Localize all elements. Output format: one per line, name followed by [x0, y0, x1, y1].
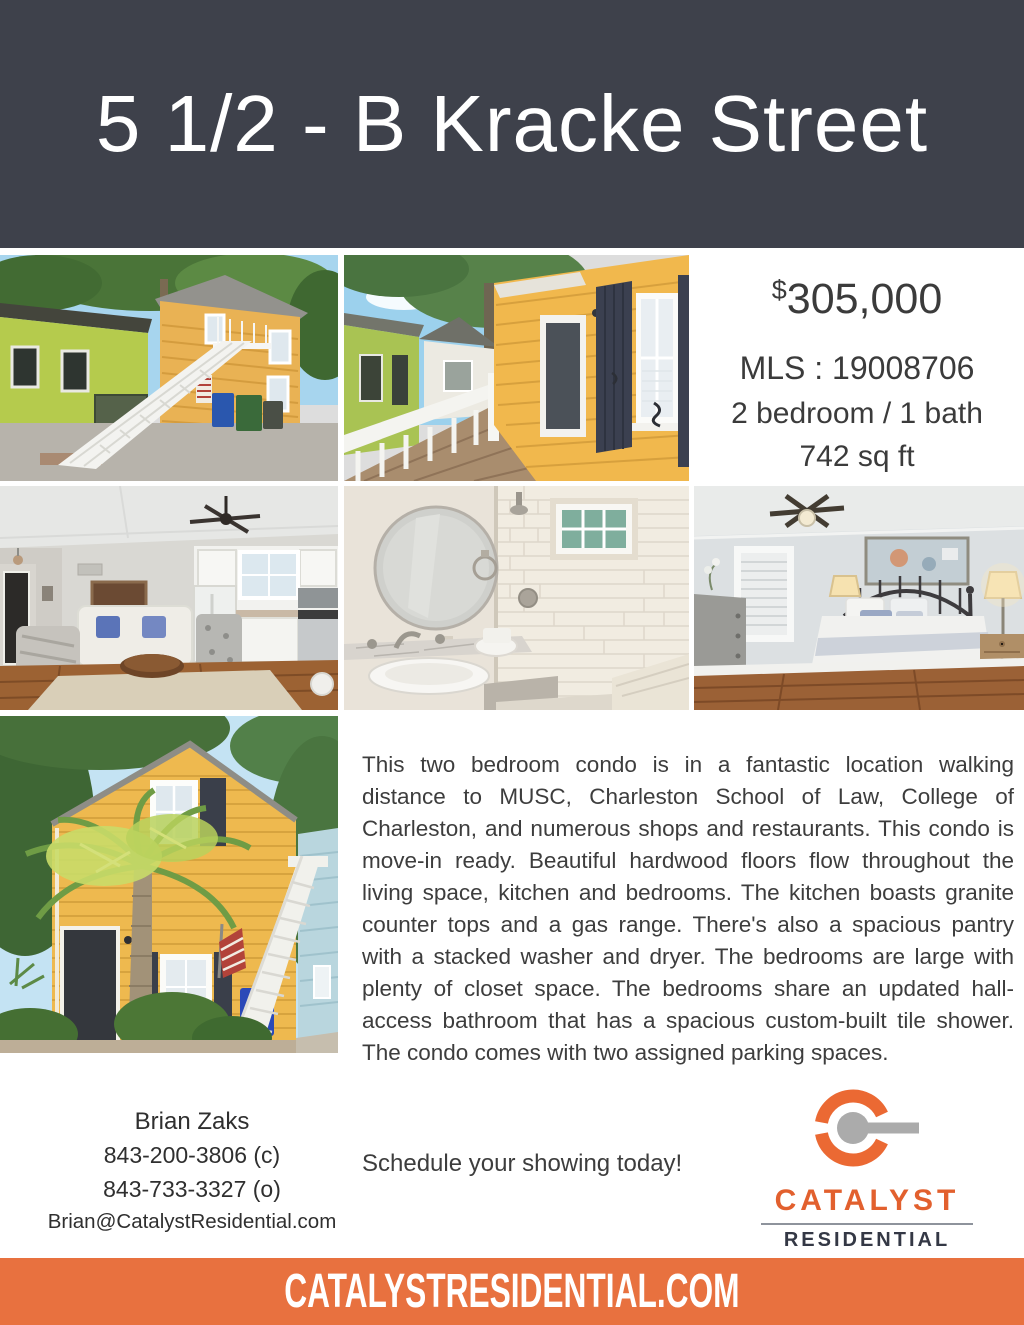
- brand-website: CATALYSTRESIDENTIAL.COM: [284, 1265, 740, 1318]
- agent-phone-cell: 843-200-3806 (c): [103, 1142, 281, 1168]
- brand-name: CATALYST: [774, 1184, 960, 1217]
- mls-number: MLS : 19008706: [739, 350, 975, 386]
- photo-exterior-front: [0, 716, 338, 1053]
- photo-porch: [344, 255, 689, 481]
- showing-cta: Schedule your showing today!: [362, 1150, 683, 1177]
- footer-band: [0, 1258, 1024, 1325]
- brand-subname: RESIDENTIAL: [783, 1229, 951, 1251]
- photo-exterior-rear: [0, 255, 338, 481]
- page-title: 5 1/2 - B Kracke Street: [95, 79, 929, 168]
- currency-symbol: $: [771, 275, 787, 305]
- listing-facts-panel: [690, 255, 1024, 481]
- brand-logo-block: [700, 1080, 1024, 1252]
- property-description: This two bedroom condo is in a fantastic location walking distance to MUSC, Charleston School of Law, College of Charleston, and numerous shops and restaurants. This condo is move-in ready. Beautiful hardwood floors flow throughout the living space, kitchen and bedrooms. The kitchen boasts granite counter tops and a gas range. There's also a spacious pantry with a stacked washer and dryer. The bedrooms are large with plenty of closet space. The bedrooms share an updated hall-access bathroom that has a spacious custom-built tile shower. The condo comes with two assigned parking spaces.: [362, 751, 1014, 1065]
- header-banner: [0, 0, 1024, 248]
- beds-baths: 2 bedroom / 1 bath: [731, 397, 983, 430]
- price: [690, 275, 1024, 324]
- brand-divider: [761, 1223, 973, 1225]
- agent-name: Brian Zaks: [134, 1108, 250, 1135]
- price-value: 305,000: [786, 275, 943, 323]
- agent-contact-block: [0, 1108, 384, 1234]
- square-footage: 742 sq ft: [799, 440, 915, 473]
- photo-bedroom: [694, 486, 1024, 710]
- agent-phone-office: 843-733-3327 (o): [103, 1176, 281, 1202]
- photo-living-room: [0, 486, 338, 710]
- catalyst-logo-icon: [805, 1080, 930, 1176]
- agent-email: Brian@CatalystResidential.com: [47, 1210, 337, 1233]
- photo-bathroom: [344, 486, 689, 710]
